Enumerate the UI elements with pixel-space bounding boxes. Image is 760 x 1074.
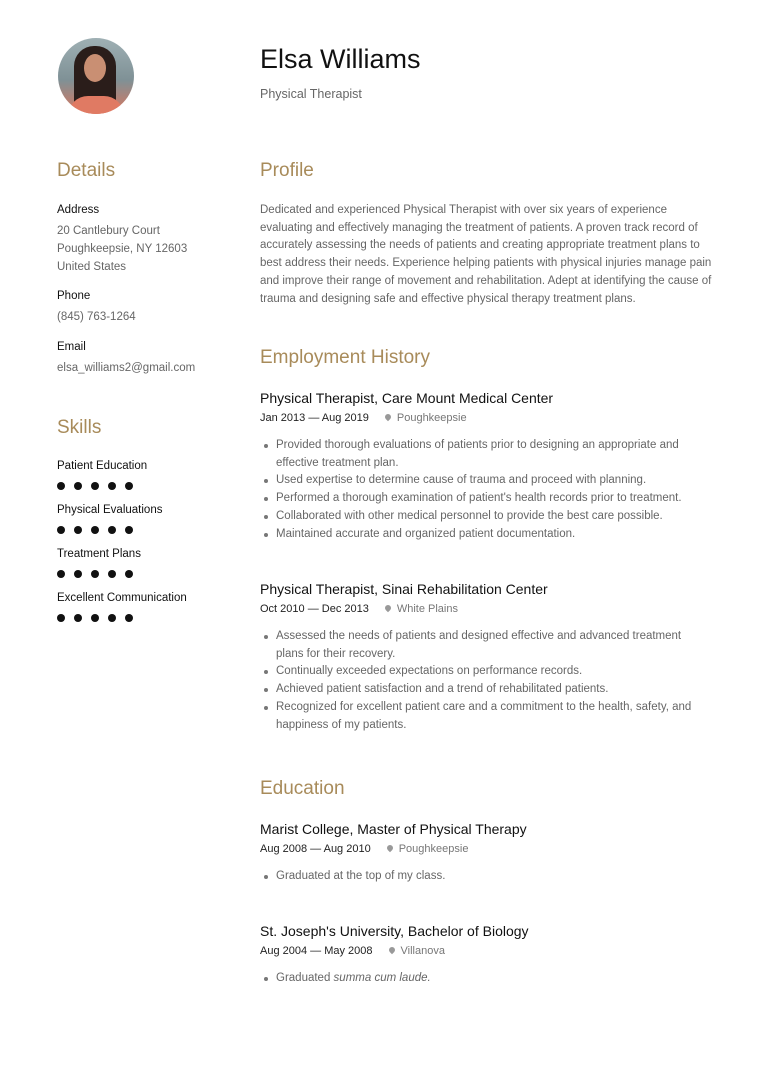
skill-dot [74,570,82,578]
skill-name: Patient Education [57,460,148,472]
bullet: Provided thorough evaluations of patients prior to designing an appropriate and effective treatment plan. [276,437,708,472]
email: elsa_williams2@gmail.com [57,362,196,374]
education-dates: Aug 2004 — May 2008 [260,945,373,957]
skill-dot [125,570,133,578]
education-entry [260,923,708,988]
bullet: Achieved patient satisfaction and a trend of rehabilitated patients. [276,681,708,699]
skill-level-dots [57,570,133,578]
job-title: Physical Therapist [260,87,362,101]
bullet: Collaborated with other medical personnel to provide the best care possible. [276,508,708,526]
bullet-text: Graduated [276,972,334,984]
job-location: White Plains [396,603,458,615]
avatar [58,38,134,114]
bullet: Graduated at the top of my class. [276,868,708,886]
skill-dot [57,570,65,578]
education-dates: Aug 2008 — Aug 2010 [260,843,371,855]
skill-dot [74,614,82,622]
education-bullets [248,970,708,988]
job-dates: Jan 2013 — Aug 2019 [260,412,369,424]
skill-level-dots [57,526,133,534]
skill-dot [74,482,82,490]
education-title: St. Joseph's University, Bachelor of Biology [260,923,529,939]
skill-dot [108,614,116,622]
bullet: Maintained accurate and organized patient documentation. [276,526,708,544]
skill-dot [74,526,82,534]
skill-dot [125,482,133,490]
job-entry [260,581,708,734]
job-entry [260,390,708,543]
skill-dot [108,482,116,490]
address [57,222,187,276]
education-title: Marist College, Master of Physical Therapy [260,821,527,837]
bullet: Recognized for excellent patient care and a commitment to the health, safety, and happiness of my patients. [276,699,708,734]
location-pin-icon [387,946,395,954]
phone-label: Phone [57,290,91,302]
bullet: Continually exceeded expectations on performance records. [276,663,708,681]
skill-dot [108,570,116,578]
skill-name: Excellent Communication [57,592,187,604]
education-location: Poughkeepsie [398,843,469,855]
skill-dot [125,526,133,534]
skill-dot [91,614,99,622]
education-meta [260,843,708,855]
skill-dot [91,482,99,490]
employment-heading: Employment History [260,347,430,368]
address-line: 20 Cantlebury Court [57,225,160,237]
profile-text: Dedicated and experienced Physical Therapist with over six years of experience evaluating and effectively managing the treatment of patients. A proven track record of accurately assessing the needs of patients and creating appropriate treatment plans to best address their needs. Experience helping patients with physical injuries manage pain and improve their range of movement and rehabilitation. Adept at identifying the cause of trauma and designing safe and effective physical therapy treatment plans. [260,204,712,305]
job-dates: Oct 2010 — Dec 2013 [260,603,369,615]
bullet: Assessed the needs of patients and designed effective and advanced treatment plans for their recovery. [276,628,708,663]
details-heading: Details [57,160,116,181]
location-pin-icon [385,844,393,852]
skill-dot [91,526,99,534]
education-meta [260,945,708,957]
location-pin-icon [384,604,392,612]
bullet [276,970,708,988]
job-bullets [248,628,708,734]
skill-dot [57,526,65,534]
education-bullets [248,868,708,886]
skill-dot [91,570,99,578]
profile-heading: Profile [260,160,314,181]
skill-name: Treatment Plans [57,548,141,560]
skill-dot [125,614,133,622]
education-heading: Education [260,778,345,799]
location-pin-icon [384,413,392,421]
bullet: Used expertise to determine cause of trauma and proceed with planning. [276,472,708,490]
job-title: Physical Therapist, Sinai Rehabilitation Center [260,581,548,597]
address-line: Poughkeepsie, NY 12603 [57,243,188,255]
email-label: Email [57,341,86,353]
job-bullets [248,437,708,543]
skill-level-dots [57,482,133,490]
job-meta [260,412,708,424]
address-label: Address [57,204,100,216]
job-title: Physical Therapist, Care Mount Medical Center [260,390,554,406]
education-location: Villanova [400,945,445,957]
bullet: Performed a thorough examination of patient's health records prior to treatment. [276,490,708,508]
candidate-name: Elsa Williams [260,44,421,74]
skill-dot [57,614,65,622]
skills-heading: Skills [57,417,102,438]
skill-name: Physical Evaluations [57,504,163,516]
phone: (845) 763-1264 [57,311,136,323]
education-entry [260,821,708,886]
job-location: Poughkeepsie [396,412,467,424]
skill-dot [108,526,116,534]
address-line: United States [57,261,127,273]
skill-dot [57,482,65,490]
bullet-italic-text: summa cum laude. [333,972,431,984]
job-meta [260,603,708,615]
skill-level-dots [57,614,133,622]
